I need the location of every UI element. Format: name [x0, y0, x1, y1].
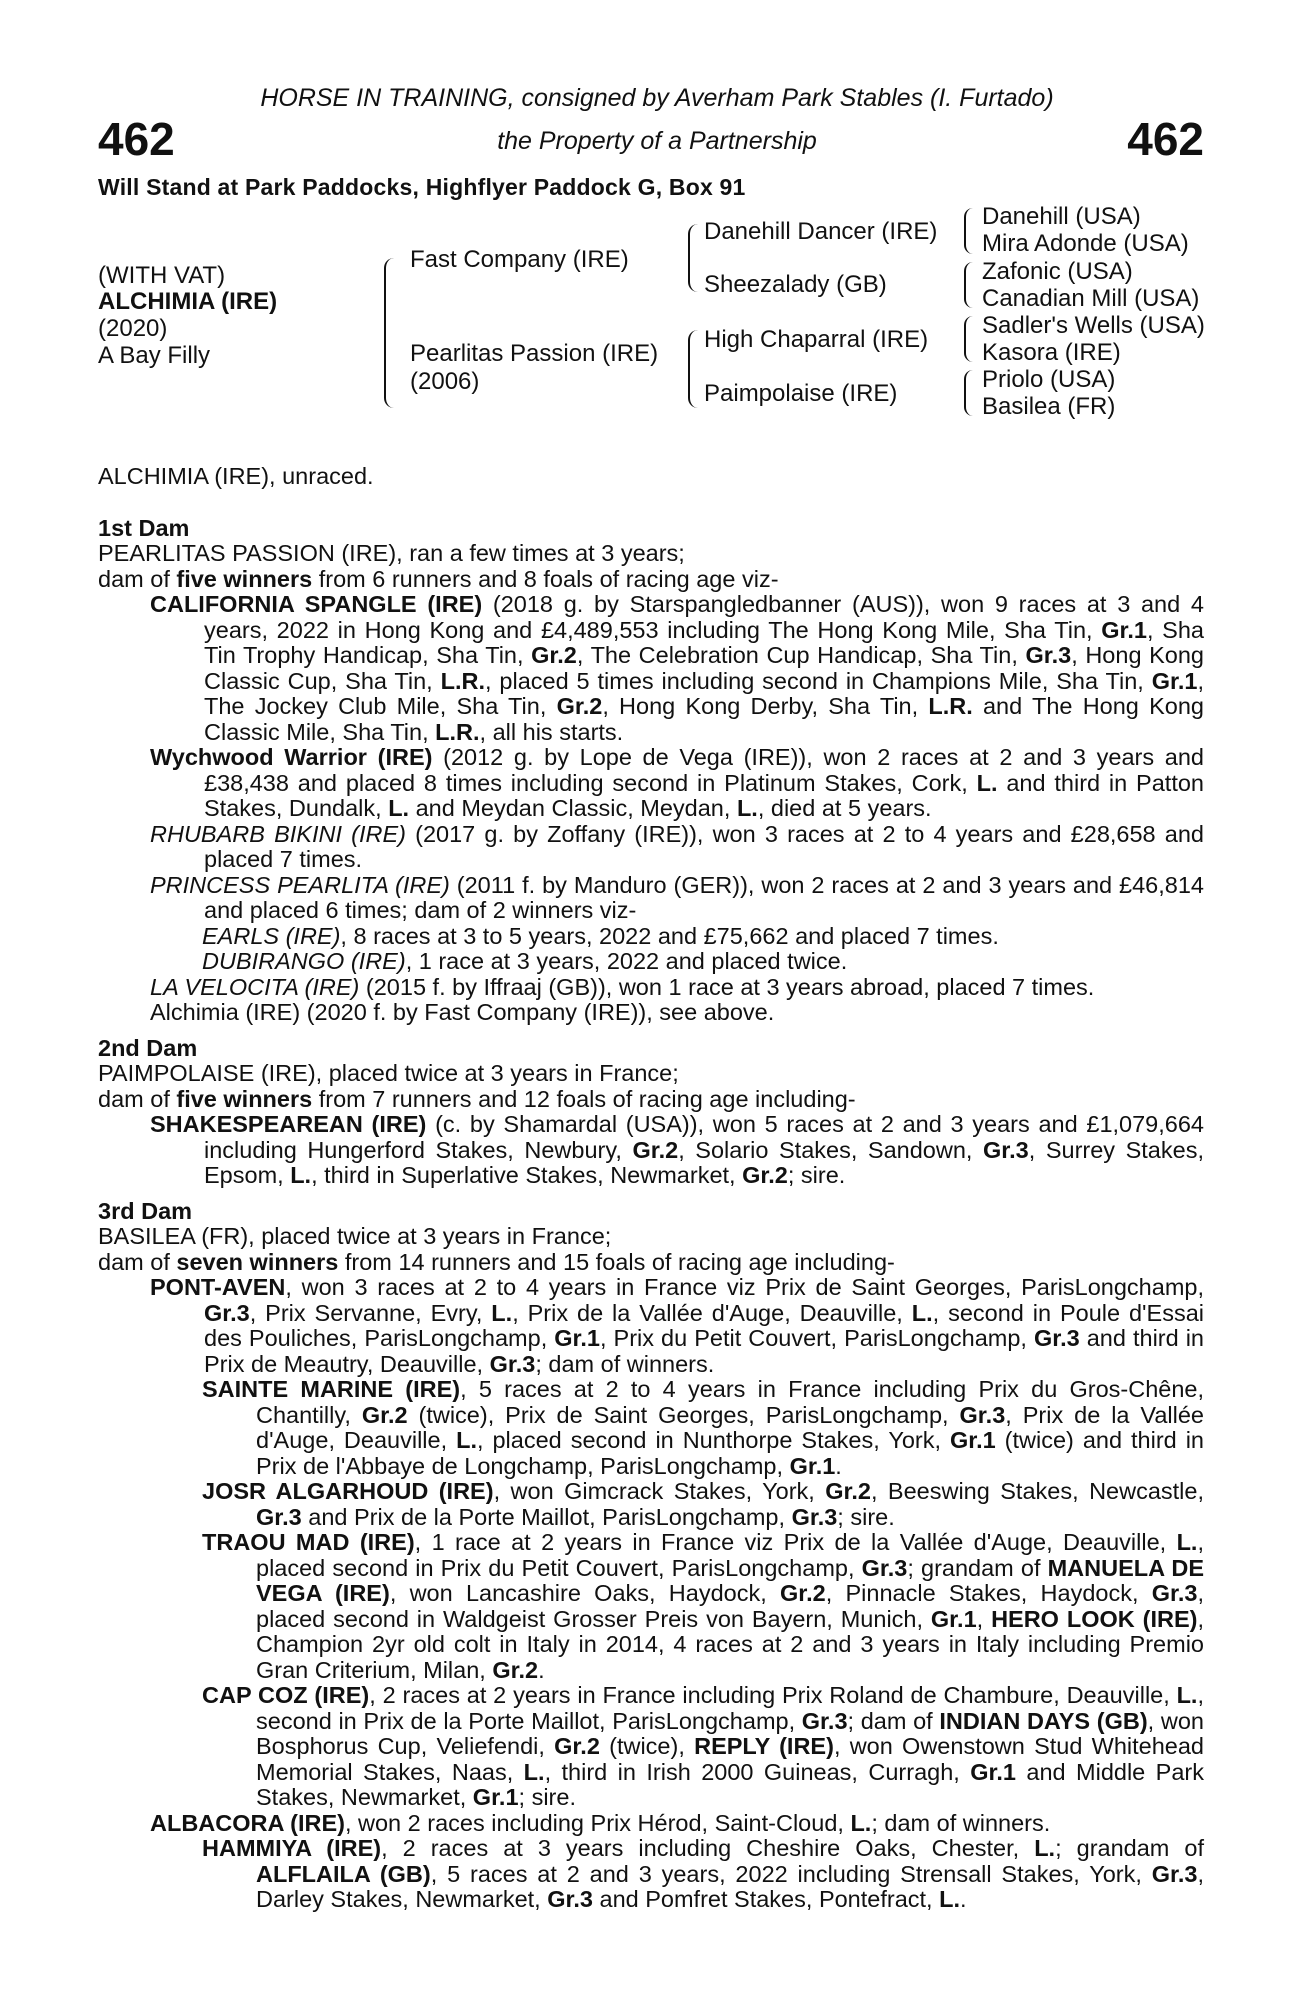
dam3-line2: dam of seven winners from 14 runners and 15 foals of racing age including- [98, 1248, 895, 1275]
pedigree-brace-dam [688, 330, 698, 408]
ggp-6: Kasora (IRE) [982, 339, 1121, 366]
produce-shakespearean: SHAKESPEAREAN (IRE) (c. by Shamardal (USA)), won 5 races at 2 and 3 years and £1,079,664 including Hungerford Stakes, Newbury, Gr.2, Solario Stakes, Sandown, Gr.3, Surrey Stakes, Epsom, L., third in Superlative Stakes, Newmarket, Gr.2; sire. [150, 1111, 1204, 1188]
pedigree-brace-main [384, 258, 396, 408]
dam3-heading: 3rd Dam [98, 1197, 193, 1224]
ggp-5: Sadler's Wells (USA) [982, 312, 1205, 339]
produce-cap-coz: CAP COZ (IRE), 2 races at 2 years in France including Prix Roland de Chambure, Deauville, L., second in Prix de la Porte Maillot, ParisLongchamp, Gr.3; dam of INDIAN DAYS (GB), won Bosphorus Cup, Veliefendi, Gr.2 (twice), REPLY (IRE), won Owenstown Stud Whitehead Memorial Stakes, Naas, L., third in Irish 2000 Guineas, Curragh, Gr.1 and Middle Park Stakes, Newmarket, Gr.1; sire. [202, 1682, 1204, 1810]
pedigree-brace-g2 [964, 262, 973, 308]
produce-josr-algarhoud: JOSR ALGARHOUD (IRE), won Gimcrack Stakes, York, Gr.2, Beeswing Stakes, Newcastle, Gr.3 and Prix de la Porte Maillot, ParisLongchamp, Gr.3; sire. [202, 1478, 1204, 1530]
produce-princess-pearlita: PRINCESS PEARLITA (IRE) (2011 f. by Manduro (GER)), won 2 races at 2 and 3 years and £46,814 and placed 6 times; dam of 2 winners viz- [150, 871, 1204, 923]
ggp-8: Basilea (FR) [982, 393, 1116, 420]
produce-pont-aven: PONT-AVEN, won 3 races at 2 to 4 years in France viz Prix de Saint Georges, ParisLongchamp, Gr.3, Prix Servanne, Evry, L., Prix de la Vallée d'Auge, Deauville, L., second in Poule d'Essai des Pouliches, ParisLongchamp, Gr.1, Prix du Petit Couvert, ParisLongchamp, Gr.3 and third in Prix de Meautry, Deauville, Gr.3; dam of winners. [150, 1274, 1205, 1377]
horse-description: A Bay Filly [98, 342, 211, 369]
dam-sire-name: High Chaparral (IRE) [704, 326, 929, 353]
ggp-1: Danehill (USA) [982, 203, 1141, 230]
sire-sire-name: Danehill Dancer (IRE) [704, 218, 938, 245]
lot-number-right: 462 [1127, 113, 1204, 165]
sire-name: Fast Company (IRE) [410, 246, 629, 273]
dam1-line1: PEARLITAS PASSION (IRE), ran a few times at 3 years; [98, 540, 685, 566]
horse-year: (2020) [98, 315, 168, 342]
dam1-heading: 1st Dam [98, 514, 190, 541]
produce-dubirango: DUBIRANGO (IRE), 1 race at 3 years, 2022 and placed twice. [202, 948, 848, 974]
ggp-7: Priolo (USA) [982, 366, 1116, 393]
vat-label: (WITH VAT) [98, 262, 226, 289]
produce-la-velocita: LA VELOCITA (IRE) (2015 f. by Iffraaj (GB)), won 1 race at 3 years abroad, placed 7 times. [150, 973, 1095, 1000]
produce-albacora: ALBACORA (IRE), won 2 races including Prix Hérod, Saint-Cloud, L.; dam of winners. [150, 1809, 1051, 1836]
dam-name: Pearlitas Passion (IRE) [410, 340, 659, 367]
catalogue-body [98, 464, 1204, 1913]
pedigree-brace-g1 [964, 208, 973, 254]
produce-alchimia: Alchimia (IRE) (2020 f. by Fast Company (IRE)), see above. [150, 999, 775, 1025]
pedigree-brace-g3 [964, 316, 973, 362]
ggp-3: Zafonic (USA) [982, 258, 1133, 285]
produce-sainte-marine: SAINTE MARINE (IRE), 5 races at 2 to 4 years in France including Prix du Gros-Chêne, Chantilly, Gr.2 (twice), Prix de Saint Georges, ParisLongchamp, Gr.3, Prix de la Vallée d'Auge, Deauville, L., placed second in Nunthorpe Stakes, York, Gr.1 (twice) and third in Prix de l'Abbaye de Longchamp, ParisLongchamp, Gr.1. [202, 1376, 1204, 1479]
dam-year: (2006) [410, 368, 480, 395]
produce-hammiya: HAMMIYA (IRE), 2 races at 3 years including Cheshire Oaks, Chester, L.; grandam of ALFLAILA (GB), 5 races at 2 and 3 years, 2022 including Strensall Stakes, York, Gr.3, Darley Stakes, Newmarket, Gr.3 and Pomfret Stakes, Pontefract, L.. [202, 1835, 1204, 1912]
dam-dam-name: Paimpolaise (IRE) [704, 380, 898, 407]
lot-number-left: 462 [98, 113, 175, 165]
consignor-line: HORSE IN TRAINING, consigned by Averham Park Stables (I. Furtado) [260, 84, 1054, 112]
produce-rhubarb-bikini: RHUBARB BIKINI (IRE) (2017 g. by Zoffany (IRE)), won 3 races at 2 to 4 years and £28,658 and placed 7 times. [150, 820, 1204, 872]
sire-dam-name: Sheezalady (GB) [704, 271, 887, 298]
pedigree-brace-g4 [964, 370, 973, 416]
intro-line: ALCHIMIA (IRE), unraced. [98, 463, 374, 489]
produce-wychwood-warrior: Wychwood Warrior (IRE) (2012 g. by Lope de Vega (IRE)), won 2 races at 2 and 3 years and £38,438 and placed 8 times including second in Platinum Stakes, Cork, L. and third in Patton Stakes, Dundalk, L. and Meydan Classic, Meydan, L., died at 5 years. [150, 744, 1205, 821]
ggp-4: Canadian Mill (USA) [982, 285, 1200, 312]
dam2-line1: PAIMPOLAISE (IRE), placed twice at 3 years in France; [98, 1060, 679, 1086]
produce-traou-mad: TRAOU MAD (IRE), 1 race at 2 years in France viz Prix de la Vallée d'Auge, Deauville, L., placed second in Prix du Petit Couvert, ParisLongchamp, Gr.3; grandam of MANUELA DE VEGA (IRE), won Lancashire Oaks, Haydock, Gr.2, Pinnacle Stakes, Haydock, Gr.3, placed second in Waldgeist Grosser Preis von Bayern, Munich, Gr.1, HERO LOOK (IRE), Champion 2yr old colt in Italy in 2014, 4 races at 2 and 3 years in Italy including Premio Gran Criterium, Milan, Gr.2. [202, 1529, 1204, 1683]
dam1-line2: dam of five winners from 6 runners and 8 foals of racing age viz- [98, 565, 779, 592]
pedigree-brace-sire [688, 224, 698, 292]
ggp-2: Mira Adonde (USA) [982, 230, 1189, 257]
produce-earls: EARLS (IRE), 8 races at 3 to 5 years, 2022 and £75,662 and placed 7 times. [202, 922, 999, 949]
horse-name: ALCHIMIA (IRE) [98, 288, 278, 315]
dam2-heading: 2nd Dam [98, 1034, 198, 1061]
property-line: the Property of a Partnership [497, 127, 817, 155]
dam3-line1: BASILEA (FR), placed twice at 3 years in France; [98, 1223, 612, 1249]
produce-california-spangle: CALIFORNIA SPANGLE (IRE) (2018 g. by Starspangledbanner (AUS)), won 9 races at 3 and 4 years, 2022 in Hong Kong and £4,489,553 including The Hong Kong Mile, Sha Tin, Gr.1, Sha Tin Trophy Handicap, Sha Tin, Gr.2, The Celebration Cup Handicap, Sha Tin, Gr.3, Hong Kong Classic Cup, Sha Tin, L.R., placed 5 times including second in Champions Mile, Sha Tin, Gr.1, The Jockey Club Mile, Sha Tin, Gr.2, Hong Kong Derby, Sha Tin, L.R. and The Hong Kong Classic Mile, Sha Tin, L.R., all his starts. [150, 591, 1204, 745]
stand-location: Will Stand at Park Paddocks, Highflyer Paddock G, Box 91 [98, 174, 746, 200]
dam2-line2: dam of five winners from 7 runners and 12 foals of racing age including- [98, 1085, 856, 1112]
